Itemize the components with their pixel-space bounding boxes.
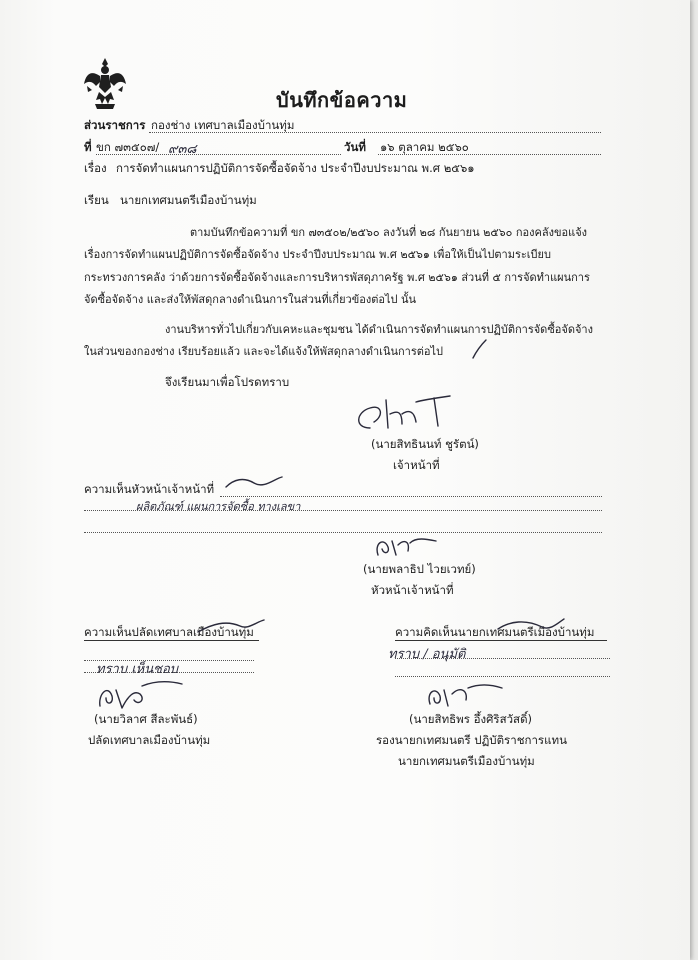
mayor-signer-name: (นายสิทธิพร อึ้งศิริสวัสดิ์) <box>409 712 533 726</box>
handwritten-mark <box>196 618 266 636</box>
dotted-rule <box>395 658 610 659</box>
garuda-emblem-icon <box>83 56 127 112</box>
handwritten-mark <box>470 338 490 360</box>
body-line: เรื่องการจัดทำแผนปฏิบัติการจัดซื้อจัดจ้าง ประจำปีงบประมาณ พ.ศ ๒๕๖๑ เพื่อให้เป็นไปตามระเบียบ <box>84 248 551 261</box>
underline <box>84 640 259 641</box>
head-signer-name: (นายพลาธิป ไวยเวทย์) <box>363 562 476 576</box>
dotted-rule <box>378 154 601 155</box>
deputy-signer-name: (นายวิลาศ สีละพันธ์) <box>94 712 198 726</box>
salutation-label: เรียน <box>84 193 109 207</box>
dotted-rule <box>395 676 610 677</box>
body-line: จัดซื้อจัดจ้าง และส่งให้พัสดุกลางดำเนินการในส่วนที่เกี่ยวข้องต่อไป นั้น <box>84 293 416 306</box>
memo-title: บันทึกข้อความ <box>276 88 408 112</box>
head-opinion-label: ความเห็นหัวหน้าเจ้าหน้าที่ <box>84 482 215 496</box>
ref-number: ขก ๗๓๕๐๗/ <box>96 140 160 154</box>
signature-scribble <box>424 680 504 710</box>
body-line: งานบริหารทั่วไปเกี่ยวกับเคหะและชุมชน ได้ดำเนินการจัดทำแผนการปฏิบัติการจัดซื้อจัดจ้าง <box>165 323 593 336</box>
department-label: ส่วนราชการ <box>84 118 146 132</box>
date-label: วันที่ <box>344 140 366 154</box>
head-signer-position: หัวหน้าเจ้าหน้าที่ <box>371 583 454 597</box>
subject-value: การจัดทำแผนการปฏิบัติการจัดซื้อจัดจ้าง ประจำปีงบประมาณ พ.ศ ๒๕๖๑ <box>116 161 475 175</box>
dotted-rule <box>84 672 254 673</box>
handwritten-mark <box>224 475 284 491</box>
mayor-opinion-label: ความคิดเห็นนายกเทศมนตรีเมืองบ้านทุ่ม <box>395 625 595 639</box>
ref-handwritten-number: ๙๓๘ <box>168 142 197 157</box>
mayor-signer-position-1: รองนายกเทศมนตรี ปฏิบัติราชการแทน <box>376 733 567 747</box>
department-value: กองช่าง เทศบาลเมืองบ้านทุ่ม <box>151 118 295 132</box>
signer-1-name: (นายสิทธินนท์ ชูรัตน์) <box>371 437 479 451</box>
salutation-value: นายกเทศมนตรีเมืองบ้านทุ่ม <box>120 193 257 207</box>
closing-line: จึงเรียนมาเพื่อโปรดทราบ <box>165 375 290 389</box>
date-value: ๑๖ ตุลาคม ๒๕๖๐ <box>380 140 469 154</box>
underline <box>395 640 607 641</box>
deputy-signer-position: ปลัดเทศบาลเมืองบ้านทุ่ม <box>88 733 211 747</box>
ref-label: ที่ <box>84 140 92 154</box>
mayor-signer-position-2: นายกเทศมนตรีเมืองบ้านทุ่ม <box>398 754 535 768</box>
signature-scribble <box>370 533 440 561</box>
subject-label: เรื่อง <box>84 161 107 175</box>
body-line: ในส่วนของกองช่าง เรียบร้อยแล้ว และจะได้แจ้งให้พัสดุกลางดำเนินการต่อไป <box>84 345 443 358</box>
signer-1-position: เจ้าหน้าที่ <box>393 458 440 472</box>
deputy-handwritten-comment: ทราบ เห็นชอบ <box>96 662 179 677</box>
deputy-opinion-label: ความเห็นปลัดเทศบาลเมืองบ้านทุ่ม <box>84 625 254 639</box>
dotted-rule <box>149 132 601 133</box>
body-line: ตามบันทึกข้อความที่ ขก ๗๓๕๐๒/๒๕๖๐ ลงวันที่ ๒๘ กันยายน ๒๕๖๐ กองคลังขอแจ้ง <box>190 226 588 239</box>
signature-scribble <box>350 392 460 438</box>
mayor-handwritten-comment: ทราบ / อนุมัติ <box>388 647 466 662</box>
head-handwritten-comment: ผลิตภัณฑ์ แผนการจัดซื้อ ทางเลขา <box>136 500 301 513</box>
signature-scribble <box>96 676 186 712</box>
dotted-rule <box>84 510 602 511</box>
handwritten-mark <box>496 617 566 635</box>
dotted-rule <box>96 154 341 155</box>
dotted-rule <box>84 532 602 533</box>
body-line: กระทรวงการคลัง ว่าด้วยการจัดซื้อจัดจ้างและการบริหารพัสดุภาครัฐ พ.ศ ๒๕๖๑ ส่วนที่ ๕ การจัดทำแผนการ <box>84 271 590 284</box>
dotted-rule <box>84 660 254 661</box>
